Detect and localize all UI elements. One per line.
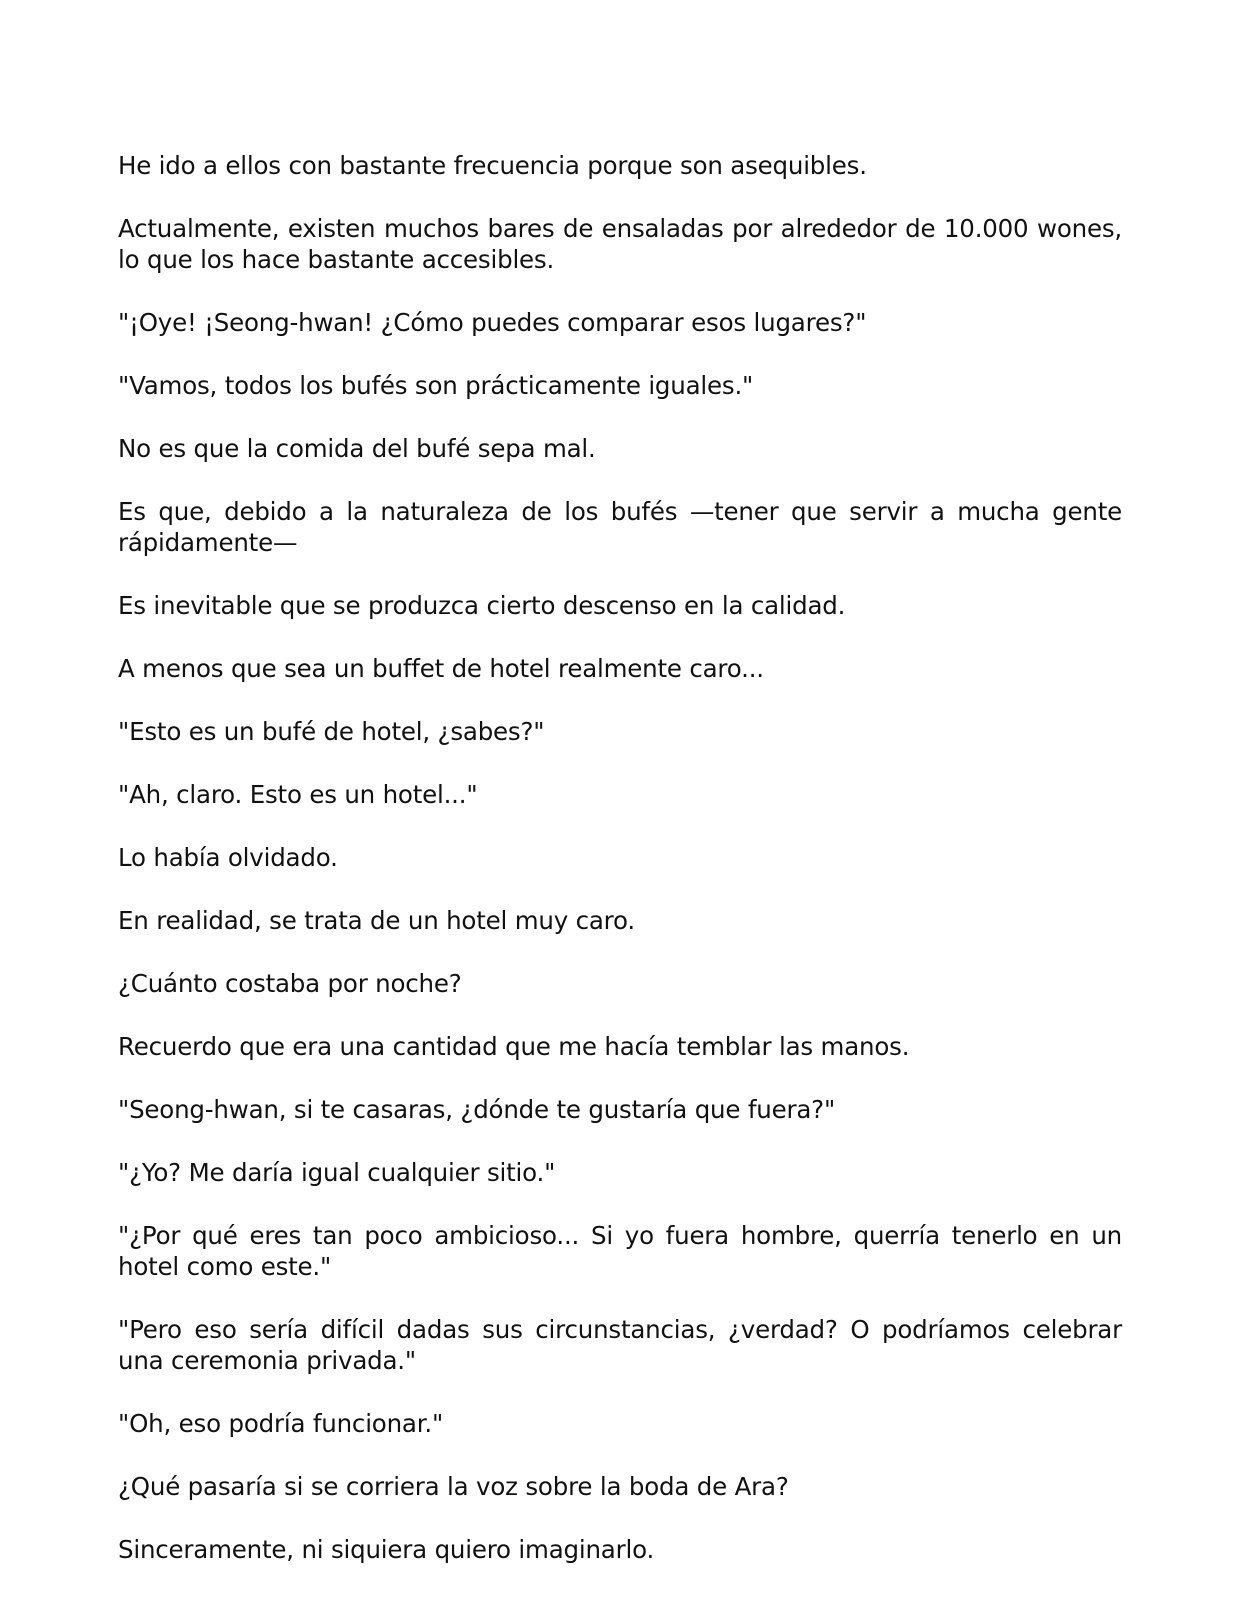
paragraph: "Oh, eso podría funcionar." <box>118 1409 444 1438</box>
text-body <box>118 150 1122 1597</box>
paragraph: ¿Qué pasaría si se corriera la voz sobre la boda de Ara? <box>118 1472 789 1501</box>
paragraph: Es que, debido a la naturaleza de los bufés —tener que servir a mucha gente rápidamente— <box>118 497 1122 557</box>
paragraph: "Vamos, todos los bufés son prácticamente iguales." <box>118 371 754 400</box>
paragraph: "¡Oye! ¡Seong-hwan! ¿Cómo puedes comparar esos lugares?" <box>118 308 867 337</box>
paragraph: "Seong-hwan, si te casaras, ¿dónde te gustaría que fuera?" <box>118 1095 836 1124</box>
paragraph: Lo había olvidado. <box>118 843 338 872</box>
paragraph: Recuerdo que era una cantidad que me hacía temblar las manos. <box>118 1032 910 1061</box>
paragraph: He ido a ellos con bastante frecuencia porque son asequibles. <box>118 151 867 180</box>
paragraph: "¿Por qué eres tan poco ambicioso... Si yo fuera hombre, querría tenerlo en un hotel como este." <box>118 1221 1122 1281</box>
paragraph: "Esto es un bufé de hotel, ¿sabes?" <box>118 717 545 746</box>
paragraph: Actualmente, existen muchos bares de ensaladas por alrededor de 10.000 wones, lo que los hace bastante accesibles. <box>118 214 1122 274</box>
paragraph: Sinceramente, ni siquiera quiero imaginarlo. <box>118 1535 655 1564</box>
paragraph: No es que la comida del bufé sepa mal. <box>118 434 596 463</box>
paragraph: ¿Cuánto costaba por noche? <box>118 969 462 998</box>
paragraph: Es inevitable que se produzca cierto descenso en la calidad. <box>118 591 846 620</box>
paragraph: "¿Yo? Me daría igual cualquier sitio." <box>118 1158 556 1187</box>
paragraph: A menos que sea un buffet de hotel realmente caro... <box>118 654 764 683</box>
paragraph: En realidad, se trata de un hotel muy caro. <box>118 906 635 935</box>
paragraph: "Ah, claro. Esto es un hotel..." <box>118 780 478 809</box>
paragraph: "Pero eso sería difícil dadas sus circunstancias, ¿verdad? O podríamos celebrar una ceremonia privada." <box>118 1315 1122 1375</box>
